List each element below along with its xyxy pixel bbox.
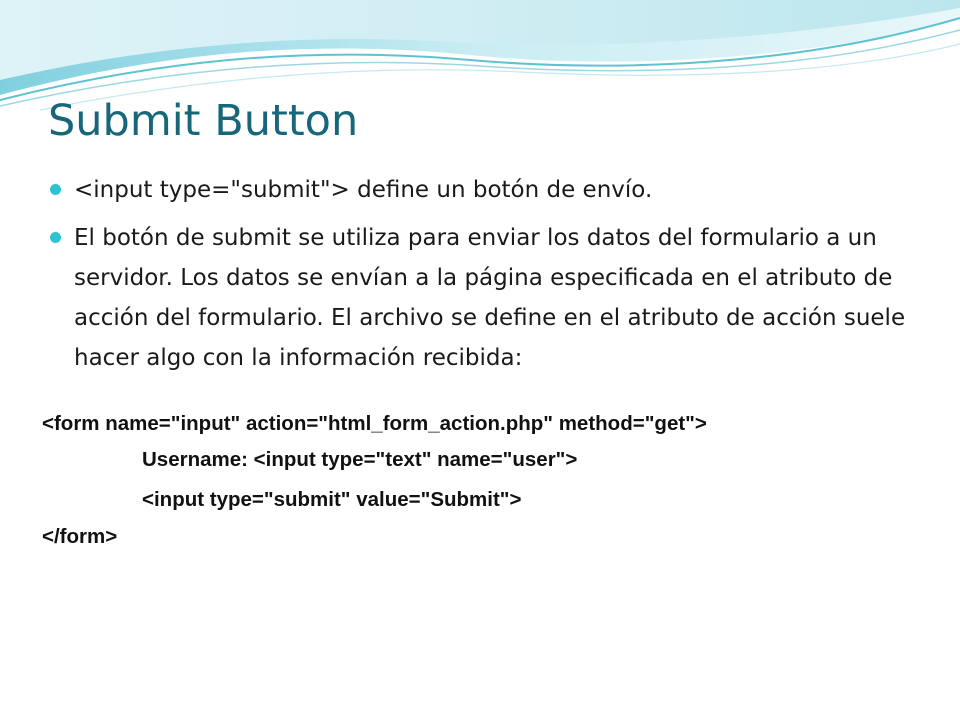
code-line-submit: <input type="submit" value="Submit">	[142, 488, 522, 511]
bullet-text: El botón de submit se utiliza para enviar los datos del formulario a un servidor. Los datos se envían a la página especificada en el atributo de acción del formulario. El archivo se define en el atributo de acción suele hacer algo con la información recibida:	[74, 225, 906, 371]
bullet-item	[48, 170, 908, 210]
bullet-text: <input type="submit"> define un botón de envío.	[74, 177, 653, 203]
bullet-item	[48, 218, 908, 378]
bullet-list	[48, 170, 908, 386]
slide-title: Submit Button	[48, 96, 359, 146]
bullet-dot-icon	[50, 184, 61, 195]
bullet-dot-icon	[50, 232, 61, 243]
code-line-form-close: </form>	[42, 525, 118, 548]
code-line-form-open: <form name="input" action="html_form_action.php" method="get">	[42, 412, 707, 435]
code-line-username: Username: <input type="text" name="user">	[142, 448, 578, 471]
